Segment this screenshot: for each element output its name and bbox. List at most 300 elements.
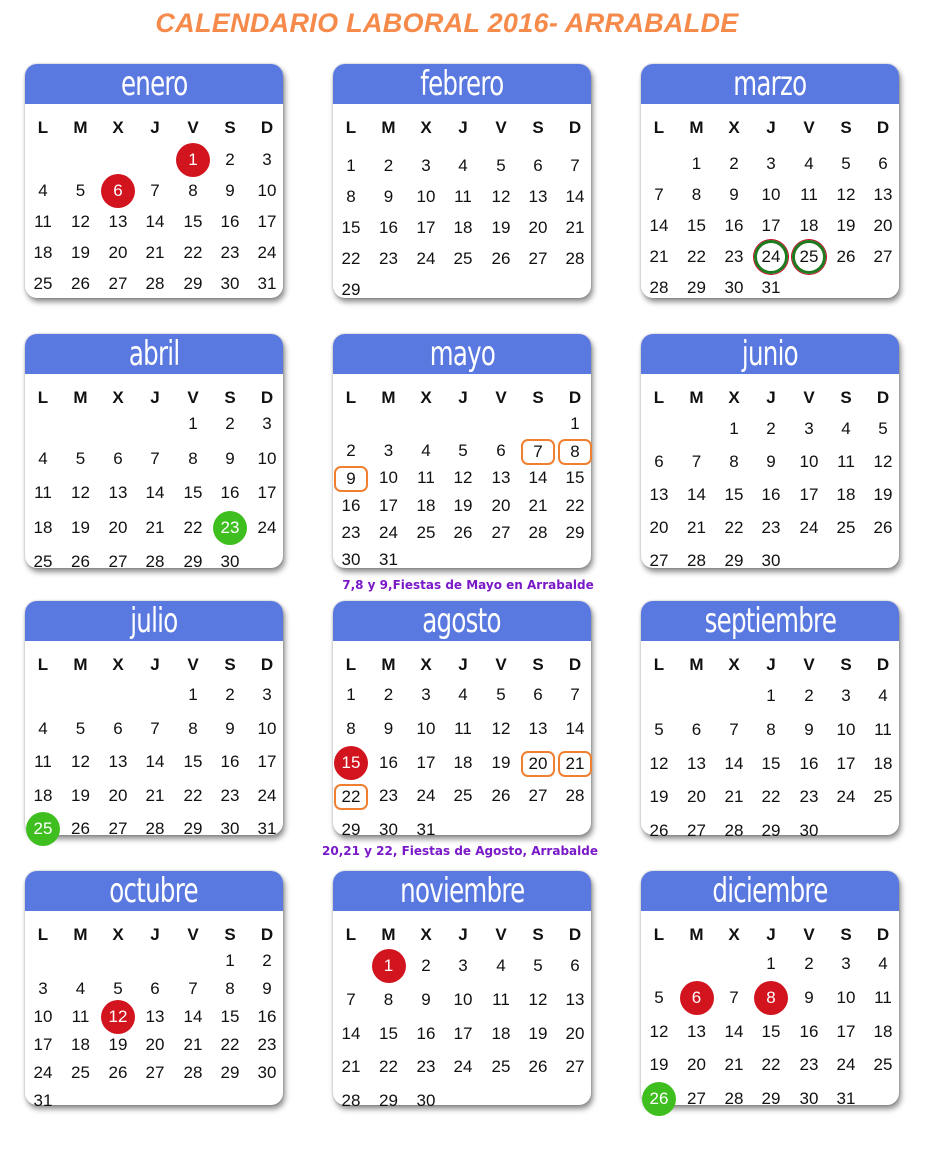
- day-number: 21: [687, 518, 706, 537]
- day-number: 5: [841, 154, 851, 173]
- day-cell: [408, 439, 444, 463]
- day-cell: [137, 210, 173, 234]
- day-cell: [865, 214, 901, 238]
- day-cell: [791, 214, 827, 238]
- day-number: 8: [225, 979, 235, 998]
- weekday-label: M: [73, 388, 88, 407]
- month-name: septiembre: [704, 601, 836, 641]
- day-number: 10: [257, 448, 277, 468]
- day-cell: [445, 1022, 481, 1046]
- day-cell: [371, 247, 407, 271]
- day-number: 9: [804, 719, 814, 739]
- day-cell: [791, 183, 827, 207]
- day-number: 24: [257, 243, 277, 262]
- weekday-label: D: [568, 655, 582, 674]
- day-number: 21: [145, 785, 165, 805]
- day-number: 20: [565, 1023, 585, 1043]
- month-card-febrero: [333, 64, 591, 298]
- day-number: 15: [183, 483, 203, 502]
- day-number: 12: [491, 718, 511, 738]
- weekday-label: V: [187, 925, 199, 944]
- weekday-label: S: [840, 388, 852, 407]
- day-cell: [483, 154, 519, 178]
- day-number: 16: [379, 752, 398, 772]
- day-number: 3: [841, 686, 851, 705]
- day-number: 28: [145, 274, 165, 293]
- weekday-label: M: [689, 118, 704, 137]
- weekday-label: X: [420, 118, 432, 137]
- weekday-label: M: [73, 925, 88, 944]
- day-number: 3: [804, 419, 814, 438]
- day-number: 2: [225, 685, 235, 704]
- month-name: abril: [128, 334, 180, 374]
- day-cell: [716, 785, 752, 809]
- day-number: 14: [145, 212, 165, 231]
- month-card-noviembre: [333, 871, 591, 1111]
- month-header-julio: [25, 601, 283, 641]
- day-cell: [333, 818, 369, 842]
- day-cell: [445, 954, 481, 978]
- day-number: 30: [220, 552, 240, 571]
- day-number: 23: [761, 518, 781, 537]
- day-cell: [753, 245, 789, 269]
- day-number: 10: [33, 1007, 53, 1026]
- day-cell: [63, 447, 99, 471]
- day-cell: [175, 272, 211, 296]
- weekday-label: M: [73, 655, 88, 674]
- day-cell: [212, 1061, 248, 1085]
- day-cell: [520, 1022, 556, 1046]
- day-number: 7: [729, 987, 739, 1007]
- day-number: 24: [799, 518, 819, 537]
- day-number: 20: [108, 517, 128, 537]
- day-cell: [828, 417, 864, 441]
- day-number: 26: [491, 249, 511, 268]
- day-number: 10: [416, 718, 436, 738]
- day-number: 24: [379, 522, 398, 542]
- day-cell: [791, 684, 827, 708]
- day-cell: [828, 214, 864, 238]
- day-cell: [828, 483, 864, 507]
- day-cell: [175, 412, 211, 436]
- weekday-label: X: [112, 388, 124, 407]
- day-number: 28: [341, 1091, 361, 1111]
- day-number: 7: [150, 718, 160, 738]
- day-number: 22: [341, 249, 361, 268]
- day-cell: [371, 494, 407, 518]
- day-number: 31: [416, 820, 436, 840]
- weekday-label: J: [458, 655, 468, 674]
- day-cell: [828, 986, 864, 1010]
- day-cell: [25, 447, 61, 471]
- day-cell: [753, 1087, 789, 1111]
- month-header-octubre: [25, 871, 283, 911]
- weekday-label: S: [840, 925, 852, 944]
- day-mark-red: 8: [754, 981, 788, 1015]
- day-number: 11: [837, 452, 855, 471]
- day-number: 24: [836, 787, 856, 807]
- day-cell: [445, 494, 481, 518]
- month-name: julio: [130, 601, 178, 641]
- day-cell: [753, 152, 789, 176]
- day-cell: [137, 481, 173, 505]
- day-number: 13: [491, 468, 511, 488]
- day-cell: [483, 247, 519, 271]
- day-number: 29: [220, 1063, 240, 1082]
- day-mark-green: 23: [213, 511, 247, 545]
- day-cell: [520, 954, 556, 978]
- day-number: 6: [691, 719, 702, 739]
- weekday-label: V: [803, 925, 815, 944]
- day-number: 11: [492, 989, 510, 1009]
- day-cell: [791, 718, 827, 742]
- day-mark-ring: 24: [754, 240, 788, 274]
- day-number: 26: [836, 247, 856, 266]
- weekday-label: L: [37, 925, 49, 944]
- day-cell: [716, 276, 752, 300]
- day-cell: [716, 417, 752, 441]
- day-number: 22: [183, 243, 203, 262]
- day-cell: [408, 185, 444, 209]
- month-name: marzo: [733, 64, 807, 104]
- day-number: 17: [416, 752, 436, 772]
- weekday-label: L: [653, 925, 665, 944]
- day-number: 25: [33, 552, 53, 571]
- day-cell: [408, 247, 444, 271]
- day-cell: [753, 516, 789, 540]
- month-card-enero: [25, 64, 283, 298]
- day-number: 29: [379, 1091, 398, 1111]
- day-number: 11: [874, 987, 892, 1007]
- day-cell: [716, 1087, 752, 1111]
- day-cell: [679, 1087, 715, 1111]
- day-cell: [333, 548, 369, 572]
- day-cell: [641, 752, 677, 776]
- day-cell: [212, 717, 248, 741]
- day-number: 28: [183, 1063, 203, 1082]
- day-number: 12: [71, 752, 90, 771]
- day-number: 4: [38, 181, 48, 200]
- day-cell: [753, 483, 789, 507]
- day-number: 19: [528, 1023, 548, 1043]
- month-name: octubre: [109, 871, 199, 911]
- day-cell: [408, 818, 444, 842]
- weekday-label: V: [187, 388, 199, 407]
- weekday-label: D: [568, 925, 582, 944]
- day-cell: [371, 466, 407, 490]
- day-cell: [828, 1020, 864, 1044]
- day-cell: [249, 148, 285, 172]
- day-number: 10: [416, 187, 436, 206]
- weekday-label: M: [381, 655, 396, 674]
- day-number: 25: [836, 518, 856, 537]
- day-cell: [100, 179, 136, 203]
- day-number: 26: [649, 821, 669, 841]
- day-cell: [212, 516, 248, 540]
- day-cell: [679, 245, 715, 269]
- month-card-diciembre: [641, 871, 899, 1109]
- day-cell: [333, 154, 369, 178]
- day-mark-box: 9: [334, 466, 368, 492]
- day-cell: [483, 1022, 519, 1046]
- day-number: 27: [108, 819, 128, 838]
- day-number: 1: [188, 685, 198, 704]
- day-number: 18: [873, 1021, 893, 1041]
- day-number: 18: [71, 1035, 90, 1054]
- day-number: 27: [491, 522, 511, 542]
- day-cell: [679, 819, 715, 843]
- day-cell: [557, 954, 593, 978]
- weekday-label: X: [112, 118, 124, 137]
- day-number: 25: [491, 1057, 511, 1077]
- weekday-label: X: [420, 388, 432, 407]
- day-number: 20: [491, 495, 511, 515]
- day-number: 5: [533, 956, 543, 975]
- day-number: 20: [145, 1035, 165, 1054]
- day-cell: [641, 549, 677, 573]
- day-number: 27: [145, 1063, 165, 1082]
- day-cell: [175, 717, 211, 741]
- day-cell: [557, 247, 593, 271]
- day-cell: [557, 1055, 593, 1079]
- day-number: 28: [687, 551, 706, 570]
- day-cell: [249, 1061, 285, 1085]
- day-cell: [716, 450, 752, 474]
- day-number: 9: [262, 979, 272, 998]
- day-cell: [371, 818, 407, 842]
- day-number: 27: [528, 786, 548, 806]
- day-cell: [641, 785, 677, 809]
- day-cell: [791, 1053, 827, 1077]
- day-number: 9: [383, 187, 394, 206]
- day-cell: [371, 154, 407, 178]
- day-cell: [175, 1061, 211, 1085]
- day-cell: [333, 751, 369, 775]
- day-number: 20: [108, 785, 128, 805]
- day-number: 16: [341, 495, 361, 515]
- day-cell: [63, 817, 99, 841]
- day-cell: [25, 750, 61, 774]
- day-number: 15: [724, 485, 744, 504]
- day-number: 13: [649, 485, 669, 504]
- day-cell: [483, 954, 519, 978]
- day-cell: [100, 210, 136, 234]
- day-number: 23: [416, 1057, 436, 1077]
- day-cell: [100, 784, 136, 808]
- day-cell: [408, 154, 444, 178]
- day-number: 29: [724, 551, 744, 570]
- day-number: 3: [458, 956, 468, 975]
- weekday-label: V: [187, 655, 199, 674]
- day-cell: [716, 183, 752, 207]
- day-cell: [483, 439, 519, 463]
- weekday-label: S: [224, 925, 236, 944]
- day-number: 22: [761, 787, 781, 807]
- day-number: 5: [496, 156, 506, 175]
- day-number: 2: [383, 156, 394, 175]
- day-number: 8: [766, 719, 776, 739]
- day-number: 23: [724, 247, 744, 266]
- day-cell: [520, 466, 556, 490]
- day-cell: [63, 977, 99, 1001]
- day-mark-ring: 25: [792, 240, 826, 274]
- day-cell: [333, 1089, 369, 1113]
- day-number: 28: [565, 249, 585, 268]
- day-cell: [212, 447, 248, 471]
- day-number: 12: [71, 212, 90, 231]
- day-number: 2: [421, 956, 431, 975]
- day-cell: [828, 183, 864, 207]
- day-number: 4: [841, 419, 851, 438]
- day-number: 7: [346, 989, 356, 1009]
- day-number: 26: [873, 518, 893, 537]
- day-number: 4: [458, 685, 468, 704]
- day-number: 30: [799, 1089, 819, 1109]
- day-cell: [212, 179, 248, 203]
- month-card-marzo: [641, 64, 899, 298]
- day-number: 9: [766, 452, 776, 471]
- day-number: 31: [836, 1089, 856, 1109]
- day-cell: [520, 784, 556, 808]
- day-number: 23: [257, 1035, 277, 1054]
- day-number: 2: [729, 154, 739, 173]
- day-number: 26: [71, 819, 90, 838]
- day-number: 10: [257, 181, 277, 200]
- day-cell: [865, 417, 901, 441]
- day-number: 28: [145, 552, 165, 571]
- month-name: febrero: [420, 64, 504, 104]
- day-cell: [371, 1055, 407, 1079]
- weekday-label: L: [653, 388, 665, 407]
- weekday-label: S: [532, 655, 544, 674]
- day-number: 30: [799, 821, 819, 841]
- day-mark-box: 20: [521, 751, 555, 777]
- day-cell: [137, 1005, 173, 1029]
- weekday-label: M: [381, 388, 396, 407]
- day-number: 8: [729, 452, 739, 471]
- day-cell: [333, 439, 369, 463]
- day-cell: [716, 819, 752, 843]
- day-number: 1: [766, 686, 776, 705]
- day-number: 17: [416, 218, 436, 237]
- day-number: 26: [71, 552, 90, 571]
- day-number: 11: [874, 719, 892, 739]
- day-cell: [25, 481, 61, 505]
- month-name: mayo: [429, 334, 495, 374]
- day-cell: [557, 439, 593, 463]
- day-number: 21: [145, 517, 165, 537]
- day-cell: [557, 154, 593, 178]
- day-number: 16: [220, 483, 240, 502]
- day-cell: [641, 516, 677, 540]
- day-cell: [249, 817, 285, 841]
- day-number: 31: [379, 550, 398, 569]
- day-cell: [371, 548, 407, 572]
- day-cell: [716, 549, 752, 573]
- day-cell: [408, 954, 444, 978]
- weekday-label: J: [766, 388, 776, 407]
- day-number: 10: [379, 468, 398, 488]
- day-number: 14: [145, 752, 165, 771]
- day-number: 29: [761, 1089, 781, 1109]
- day-number: 24: [257, 785, 277, 805]
- day-cell: [679, 183, 715, 207]
- weekday-label: V: [803, 655, 815, 674]
- day-cell: [212, 550, 248, 574]
- day-cell: [212, 784, 248, 808]
- day-cell: [557, 494, 593, 518]
- weekday-label: X: [728, 925, 740, 944]
- weekday-label: V: [495, 925, 507, 944]
- day-cell: [408, 1022, 444, 1046]
- day-cell: [408, 494, 444, 518]
- day-number: 13: [145, 1007, 165, 1026]
- day-number: 26: [71, 274, 90, 293]
- day-cell: [63, 210, 99, 234]
- day-number: 15: [183, 212, 203, 231]
- weekday-label: M: [689, 388, 704, 407]
- day-cell: [137, 977, 173, 1001]
- day-cell: [371, 717, 407, 741]
- page-title: CALENDARIO LABORAL 2016- ARRABALDE: [155, 8, 739, 38]
- day-cell: [175, 241, 211, 265]
- weekday-label: L: [345, 388, 357, 407]
- day-cell: [865, 183, 901, 207]
- day-cell: [445, 216, 481, 240]
- day-number: 19: [836, 216, 856, 235]
- day-number: 28: [565, 786, 585, 806]
- day-number: 14: [724, 1021, 744, 1041]
- day-cell: [63, 272, 99, 296]
- month-card-abril: [25, 334, 283, 571]
- weekday-label: D: [568, 118, 582, 137]
- day-cell: [483, 1055, 519, 1079]
- day-number: 4: [878, 686, 888, 705]
- day-cell: [716, 516, 752, 540]
- day-number: 29: [687, 278, 706, 297]
- day-cell: [137, 550, 173, 574]
- day-cell: [791, 483, 827, 507]
- day-number: 22: [183, 785, 203, 805]
- weekday-label: J: [458, 118, 468, 137]
- weekday-label: L: [37, 118, 49, 137]
- day-cell: [557, 988, 593, 1012]
- weekday-label: X: [420, 655, 432, 674]
- day-number: 13: [565, 989, 585, 1009]
- day-cell: [212, 412, 248, 436]
- day-cell: [828, 1087, 864, 1111]
- day-number: 5: [458, 441, 468, 461]
- day-cell: [249, 412, 285, 436]
- day-number: 2: [804, 954, 814, 973]
- day-cell: [100, 550, 136, 574]
- day-cell: [445, 466, 481, 490]
- day-cell: [520, 683, 556, 707]
- day-cell: [753, 183, 789, 207]
- day-cell: [679, 1020, 715, 1044]
- day-number: 7: [691, 452, 702, 471]
- day-cell: [408, 521, 444, 545]
- day-cell: [212, 817, 248, 841]
- day-cell: [249, 241, 285, 265]
- day-number: 30: [724, 278, 744, 297]
- day-number: 22: [183, 517, 203, 537]
- day-number: 18: [873, 753, 893, 773]
- day-cell: [333, 988, 369, 1012]
- month-header-mayo: [333, 334, 591, 374]
- day-cell: [212, 1005, 248, 1029]
- day-cell: [520, 1055, 556, 1079]
